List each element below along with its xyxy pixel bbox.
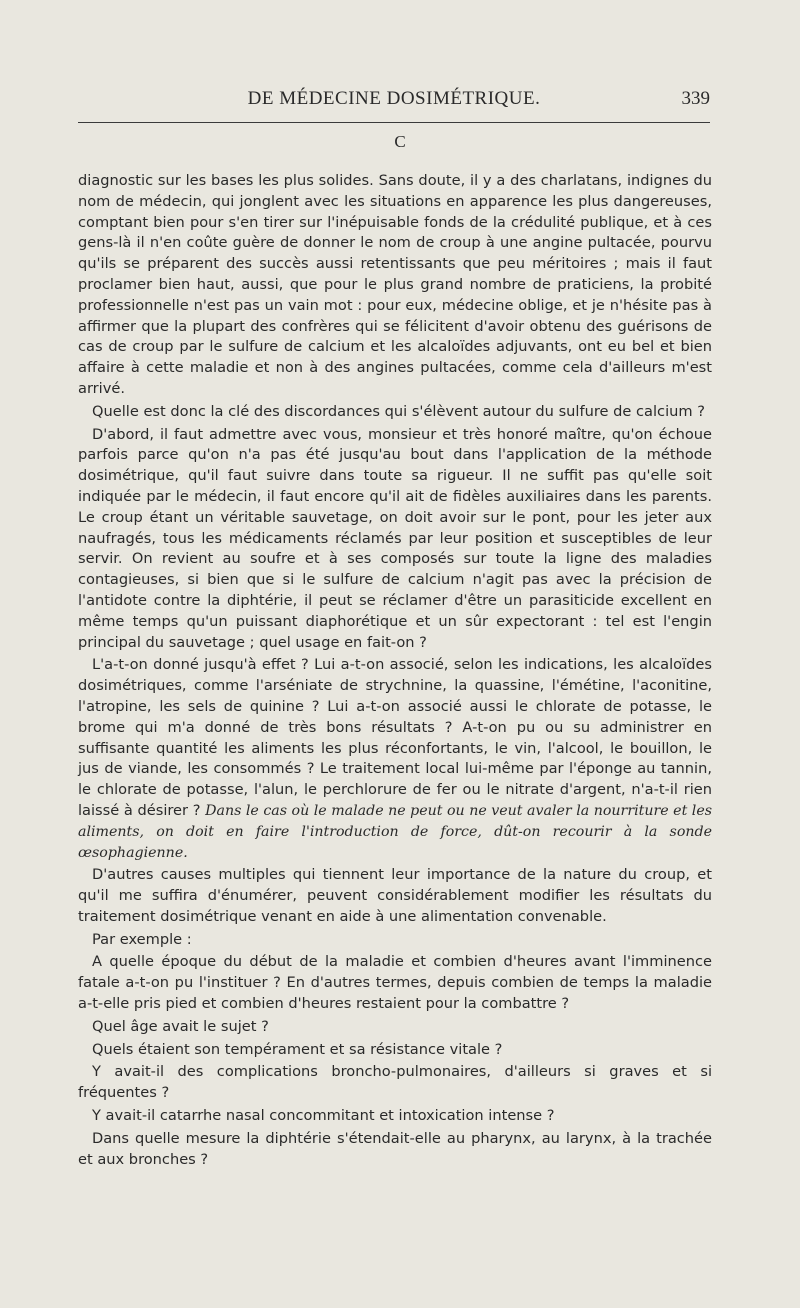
header-rule — [78, 122, 710, 123]
paragraph — [78, 655, 712, 863]
paragraph: D'autres causes multiples qui tiennent leur importance de la nature du croup, et qu'il me suffira d'énumérer, peuvent considérablement modifier les résultats du traitement dosimétrique venant en aide à une alimentation convenable. — [78, 866, 712, 925]
running-header — [78, 88, 710, 114]
paragraph: Quelle est donc la clé des discordances qui s'élèvent autour du sulfure de calcium ? — [92, 402, 705, 420]
header-title: DE MÉDECINE DOSIMÉTRIQUE. — [247, 88, 541, 109]
signature-mark: C — [394, 132, 406, 151]
italic-passage: Dans le cas où le malade ne peut ou ne veut avaler la nourriture et les aliments, on doit en faire l'introduction de force, dût-on recourir à la sonde œsophagienne. — [78, 802, 713, 861]
paragraph: diagnostic sur les bases les plus solides. Sans doute, il y a des charlatans, indignes du nom de médecin, qui jonglent avec les situations en apparence les plus dangereuses, comptant bien pour s'en tirer sur l'inépuisable fonds de la crédulité publique, et à ces gens-là il n'en coûte guère de donner le nom de croup à une angine pultacée, pourvu qu'ils se préparent des succès aussi retentissants que peu méritoires ; mais il faut proclamer bien haut, aussi, que pour le plus grand nombre de praticiens, la probité professionnelle n'est pas un vain mot : pour eux, médecine oblige, et je n'hésite pas à affirmer que la plupart des confrères qui se félicitent d'avoir obtenu des guérisons de cas de croup par le sulfure de calcium et les alcaloïdes adjuvants, ont eu bel et bien affaire à cette maladie et non à des angines pultacées, comme cela d'ailleurs m'est arrivé. — [78, 172, 712, 397]
paragraph: Quels étaient son tempérament et sa résistance vitale ? — [92, 1040, 503, 1058]
paragraph: D'abord, il faut admettre avec vous, monsieur et très honoré maître, qu'on échoue parfois parce qu'on n'a pas été jusqu'au bout dans l'application de la méthode dosimétrique, qu'il faut suivre dans toute sa rigueur. Il ne suffit pas qu'elle soit indiquée par le médecin, il faut encore qu'il ait de fidèles auxiliaires dans les parents. Le croup étant un véritable sauvetage, on doit avoir sur le pont, pour les jeter aux naufragés, tous les médicaments réclamés par leur position et susceptibles de leur servir. On revient au soufre et à ses composés sur toute la ligne des maladies contagieuses, si bien que si le sulfure de calcium n'agit pas avec la précision de l'antidote contre la diphtérie, il peut se réclamer d'être un parasiticide excellent en même temps qu'un puissant diaphorétique et un sûr expectorant : tel est l'engin principal du sauvetage ; quel usage en fait-on ? — [78, 425, 712, 651]
paragraph: Y avait-il catarrhe nasal concommitant et intoxication intense ? — [92, 1107, 555, 1125]
body-text — [78, 171, 712, 1172]
paragraph: A quelle époque du début de la maladie et combien d'heures avant l'imminence fatale a-t-on pu l'instituer ? En d'autres termes, depuis combien de temps la maladie a-t-elle pris pied et combien d'heures restaient pour la combattre ? — [78, 953, 712, 1013]
paragraph: Dans quelle mesure la diphtérie s'étendait-elle au pharynx, au larynx, à la trachée et aux bronches ? — [78, 1129, 712, 1168]
paragraph: Quel âge avait le sujet ? — [92, 1017, 269, 1035]
paragraph: Par exemple : — [92, 930, 192, 948]
paragraph-text: L'a-t-on donné jusqu'à effet ? Lui a-t-on associé, selon les indications, les alcaloïdes dosimétriques, comme l'arséniate de strychnine, la quassine, l'émétine, l'aconitine, l'atropine, les sels de quinine ? Lui a-t-on associé aussi le chlorate de potasse, le brome qui m'a donné de très bons résultats ? A-t-on pu ou su administrer en suffisante quantité les aliments les plus réconfortants, le vin, l'alcool, le bouillon, le jus de viande, les consommés ? Le traitement local lui-même par l'éponge au tannin, le chlorate de potasse, l'alun, le perchlorure de fer ou le nitrate d'argent, n'a-t-il rien laissé à désirer ? — [78, 656, 712, 819]
paragraph: Y avait-il des complications broncho-pulmonaires, d'ailleurs si graves et si fréquentes ? — [78, 1063, 712, 1102]
page-number: 339 — [681, 88, 710, 109]
